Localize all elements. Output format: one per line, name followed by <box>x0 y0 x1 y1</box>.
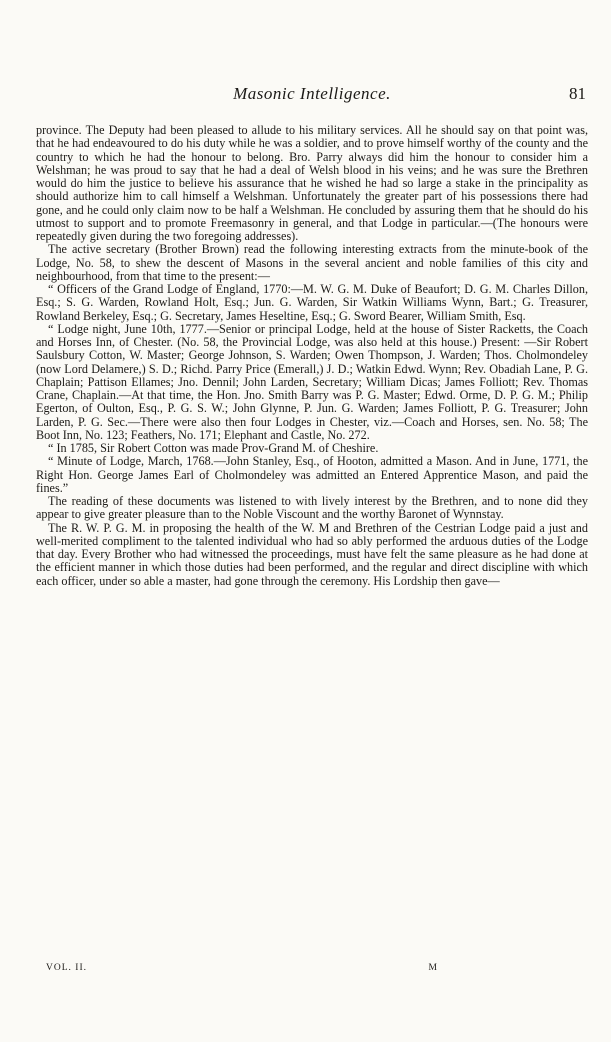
signature-mark: M <box>428 963 438 973</box>
paragraph: The reading of these documents was listened to with lively interest by the Brethren, and to none did they appear to give greater pleasure than to the Noble Viscount and the worthy Baronet of Wynnstay. <box>36 494 588 522</box>
paragraph: The active secretary (Brother Brown) read the following interesting extracts from the minute-book of the Lodge, No. 58, to shew the descent of Masons in the several ancient and noble families of this city and neighbourhood, from that time to the present:— <box>36 242 588 283</box>
paragraph: “ Officers of the Grand Lodge of England, 1770:—M. W. G. M. Duke of Beaufort; D. G. M. Charles Dillon, Esq.; S. G. Warden, Rowland Holt, Esq.; Jun. G. Warden, Sir Watkin Williams Wynn, Bart.; G. Treasurer, Rowland Berkeley, Esq.; G. Secretary, James Heseltine, Esq.; G. Sword Bearer, William Smith, Esq. <box>36 282 588 323</box>
article-body <box>36 124 588 588</box>
paragraph: The R. W. P. G. M. in proposing the health of the W. M and Brethren of the Cestrian Lodge paid a just and well-merited compliment to the talented individual who had so ably performed the arduous duties of the Lodge that day. Every Brother who had witnessed the proceedings, must have felt the same pleasure as he had done at the efficient manner in which those duties had been performed, and the regular and direct discipline with which each officer, under so able a master, had gone through the ceremony. His Lordship then gave— <box>36 520 588 588</box>
page-header <box>36 84 588 112</box>
paragraph: “ Lodge night, June 10th, 1777.—Senior or principal Lodge, held at the house of Sister Racketts, the Coach and Horses Inn, of Chester. (No. 58, the Provincial Lodge, was also held at this house.) Present: —Sir Robert Saulsbury Cotton, W. Master; George Johnson, S. Warden; Owen Thompson, J. Warden; Thos. Cholmondeley (now Lord Delamere,) S. D.; Richd. Parry Price (Emerall,) J. D.; Watkin Edwd. Wynn; Rev. Obadiah Lane, P. G. Chaplain; Pattison Ellames; Jno. Dennil; John Larden, Secretary; William Dicas; James Folliott; Rev. Thomas Crane, Chaplain.—At that time, the Hon. Jno. Smith Barry was P. G. Master; Edwd. Orme, D. P. G. M.; Philip Egerton, of Oulton, Esq., P. G. S. W.; John Glynne, P. Jun. G. Warden; James Folliott, P. G. Treasurer; John Larden, P. G. Sec.—There were also then four Lodges in Chester, viz.—Coach and Horses, sen. No. 58; The Boot Inn, No. 123; Feathers, No. 171; Elephant and Castle, No. 272. <box>36 321 588 442</box>
page-number: 81 <box>569 84 586 103</box>
page-footer <box>36 963 588 977</box>
paragraph: “ Minute of Lodge, March, 1768.—John Stanley, Esq., of Hooton, admitted a Mason. And in June, 1771, the Right Hon. George James Earl of Cholmondeley was admitted an Entered Apprentice Mason, and paid the fines.” <box>36 454 588 495</box>
paragraph: province. The Deputy had been pleased to allude to his military services. All he should say on that point was, that he had endeavoured to do his duty while he was a soldier, and to prove himself worthy of the county and the country to which he had the honour to belong. Bro. Parry always did him the honour to consider him a Welshman; he was proud to say that he had a deal of Welsh blood in his veins; and he was sure the Brethren would do him the justice to believe his assurance that he wished he had so large a stake in the principality as should authorize him to call himself a Welshman. Unfortunately the greater part of his possessions there had gone, and he could only claim now to be half a Welshman. He concluded by assuring them that he should do his utmost to support and to promote Freemasonry in general, and that Lodge in particular.—(The honours were repeatedly given during the two foregoing addresses). <box>36 123 588 243</box>
volume-label: VOL. II. <box>46 963 87 973</box>
paragraph: “ In 1785, Sir Robert Cotton was made Prov-Grand M. of Cheshire. <box>48 441 379 455</box>
running-title: Masonic Intelligence. <box>233 84 391 103</box>
